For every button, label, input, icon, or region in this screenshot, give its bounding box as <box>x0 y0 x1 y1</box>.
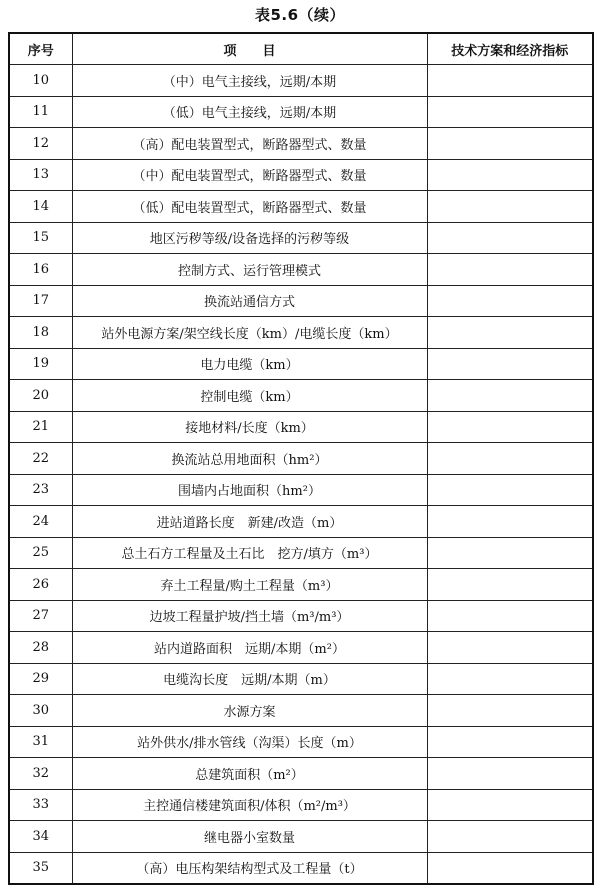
row-item: 弃土工程量/购土工程量（m³） <box>72 569 427 601</box>
row-index: 10 <box>9 65 72 97</box>
table-row <box>9 285 593 317</box>
row-item: 电力电缆（km） <box>72 348 427 380</box>
row-value <box>427 254 593 286</box>
row-item: （高）电压构架结构型式及工程量（t） <box>72 852 427 884</box>
table-row <box>9 506 593 538</box>
table-row <box>9 758 593 790</box>
row-value <box>427 222 593 254</box>
table-row <box>9 159 593 191</box>
row-index: 32 <box>9 758 72 790</box>
row-item: 总土石方工程量及土石比 挖方/填方（m³） <box>72 537 427 569</box>
row-value <box>427 96 593 128</box>
row-index: 34 <box>9 821 72 853</box>
table-row <box>9 600 593 632</box>
row-index: 31 <box>9 726 72 758</box>
table-row <box>9 443 593 475</box>
table-row <box>9 569 593 601</box>
row-index: 15 <box>9 222 72 254</box>
table-row <box>9 663 593 695</box>
row-index: 17 <box>9 285 72 317</box>
row-index: 22 <box>9 443 72 475</box>
row-value <box>427 695 593 727</box>
row-item: （中）配电装置型式，断路器型式、数量 <box>72 159 427 191</box>
row-value <box>427 474 593 506</box>
table-row <box>9 695 593 727</box>
row-index: 25 <box>9 537 72 569</box>
row-value <box>427 191 593 223</box>
row-index: 18 <box>9 317 72 349</box>
header-index: 序号 <box>9 33 72 65</box>
row-value <box>427 789 593 821</box>
table-row <box>9 348 593 380</box>
table-row <box>9 222 593 254</box>
row-item: 控制电缆（km） <box>72 380 427 412</box>
row-value <box>427 317 593 349</box>
row-item: 控制方式、运行管理模式 <box>72 254 427 286</box>
row-value <box>427 380 593 412</box>
spec-table <box>8 32 594 885</box>
row-value <box>427 663 593 695</box>
header-item: 项 目 <box>72 33 427 65</box>
row-item: 站外供水/排水管线（沟渠）长度（m） <box>72 726 427 758</box>
row-item: （中）电气主接线，远期/本期 <box>72 65 427 97</box>
row-index: 11 <box>9 96 72 128</box>
row-item: （低）配电装置型式，断路器型式、数量 <box>72 191 427 223</box>
row-item: 总建筑面积（m²） <box>72 758 427 790</box>
table-row <box>9 726 593 758</box>
table-row <box>9 191 593 223</box>
row-index: 21 <box>9 411 72 443</box>
row-value <box>427 443 593 475</box>
table-row <box>9 537 593 569</box>
row-item: 换流站通信方式 <box>72 285 427 317</box>
row-value <box>427 506 593 538</box>
row-index: 23 <box>9 474 72 506</box>
row-item: 进站道路长度 新建/改造（m） <box>72 506 427 538</box>
table-header-row <box>9 33 593 65</box>
row-index: 27 <box>9 600 72 632</box>
row-index: 24 <box>9 506 72 538</box>
table-row <box>9 380 593 412</box>
row-index: 29 <box>9 663 72 695</box>
row-item: 换流站总用地面积（hm²） <box>72 443 427 475</box>
table-row <box>9 632 593 664</box>
row-item: 继电器小室数量 <box>72 821 427 853</box>
table-row <box>9 128 593 160</box>
table-caption: 表5.6（续） <box>254 6 346 24</box>
row-item: 主控通信楼建筑面积/体积（m²/m³） <box>72 789 427 821</box>
row-item: 电缆沟长度 远期/本期（m） <box>72 663 427 695</box>
row-value <box>427 600 593 632</box>
table-row <box>9 821 593 853</box>
row-value <box>427 348 593 380</box>
row-item: 边坡工程量护坡/挡土墙（m³/m³） <box>72 600 427 632</box>
row-index: 26 <box>9 569 72 601</box>
row-index: 33 <box>9 789 72 821</box>
row-value <box>427 632 593 664</box>
row-item: （高）配电装置型式，断路器型式、数量 <box>72 128 427 160</box>
table-row <box>9 852 593 884</box>
row-index: 14 <box>9 191 72 223</box>
row-index: 30 <box>9 695 72 727</box>
row-index: 28 <box>9 632 72 664</box>
table-row <box>9 474 593 506</box>
row-item: 站外电源方案/架空线长度（km）/电缆长度（km） <box>72 317 427 349</box>
row-value <box>427 537 593 569</box>
row-index: 19 <box>9 348 72 380</box>
table-row <box>9 411 593 443</box>
row-index: 13 <box>9 159 72 191</box>
row-value <box>427 569 593 601</box>
table-row <box>9 317 593 349</box>
row-value <box>427 65 593 97</box>
row-value <box>427 159 593 191</box>
row-index: 20 <box>9 380 72 412</box>
row-value <box>427 285 593 317</box>
table-row <box>9 254 593 286</box>
header-value: 技术方案和经济指标 <box>427 33 593 65</box>
row-value <box>427 411 593 443</box>
row-value <box>427 821 593 853</box>
row-item: 水源方案 <box>72 695 427 727</box>
table-row <box>9 96 593 128</box>
row-index: 12 <box>9 128 72 160</box>
row-item: 接地材料/长度（km） <box>72 411 427 443</box>
table-body <box>9 65 593 885</box>
row-value <box>427 852 593 884</box>
row-item: （低）电气主接线，远期/本期 <box>72 96 427 128</box>
row-value <box>427 128 593 160</box>
row-index: 35 <box>9 852 72 884</box>
row-value <box>427 758 593 790</box>
row-index: 16 <box>9 254 72 286</box>
row-item: 地区污秽等级/设备选择的污秽等级 <box>72 222 427 254</box>
row-value <box>427 726 593 758</box>
table-row <box>9 65 593 97</box>
row-item: 站内道路面积 远期/本期（m²） <box>72 632 427 664</box>
row-item: 围墙内占地面积（hm²） <box>72 474 427 506</box>
table-row <box>9 789 593 821</box>
